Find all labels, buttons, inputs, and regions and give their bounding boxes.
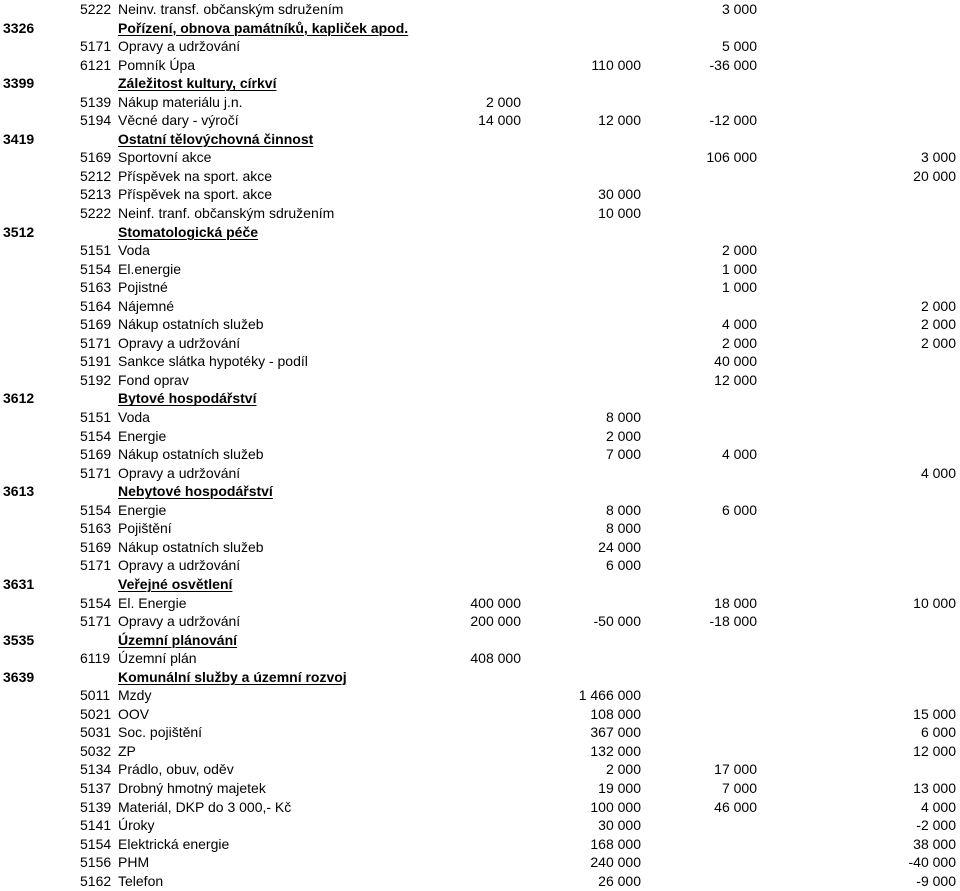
section-title: Územní plánování — [118, 631, 238, 648]
amount-c3: 2 000 — [721, 242, 757, 259]
item-label: El.energie — [118, 260, 182, 277]
item-code: 5169 — [80, 149, 112, 166]
amount-c1: 200 000 — [470, 613, 521, 630]
amount-c4: 12 000 — [913, 742, 956, 759]
amount-c3: 106 000 — [706, 149, 757, 166]
amount-c2: 100 000 — [590, 798, 641, 815]
amount-c4: 15 000 — [913, 705, 956, 722]
amount-c2: 367 000 — [590, 724, 641, 741]
section-row — [0, 130, 960, 149]
section-title: Pořízení, obnova památníků, kapliček apod. — [118, 19, 409, 36]
item-code: 5032 — [80, 742, 112, 759]
item-row — [0, 241, 960, 260]
item-row — [0, 872, 960, 891]
amount-c2: 1 466 000 — [578, 687, 641, 704]
amount-c2: 8 000 — [605, 409, 641, 426]
item-label: Energie — [118, 427, 167, 444]
item-code: 5156 — [80, 854, 112, 871]
section-code: 3512 — [3, 223, 35, 240]
section-title: Komunální služby a územní rozvoj — [118, 668, 347, 685]
item-row — [0, 538, 960, 557]
amount-c4: 2 000 — [920, 334, 956, 351]
amount-c3: -18 000 — [709, 613, 757, 630]
amount-c3: 12 000 — [714, 371, 757, 388]
item-label: Příspěvek na sport. akce — [118, 186, 273, 203]
amount-c2: 30 000 — [598, 817, 641, 834]
item-code: 5154 — [80, 835, 112, 852]
amount-c4: -2 000 — [916, 817, 956, 834]
amount-c3: 17 000 — [714, 761, 757, 778]
item-label: Opravy a udržování — [118, 557, 241, 574]
amount-c1: 408 000 — [470, 650, 521, 667]
item-row — [0, 649, 960, 668]
item-label: Soc. pojištění — [118, 724, 203, 741]
item-label: Telefon — [118, 872, 164, 889]
item-code: 5222 — [80, 1, 112, 17]
amount-c4: 4 000 — [920, 464, 956, 481]
item-row — [0, 278, 960, 297]
item-row — [0, 56, 960, 75]
item-label: El. Energie — [118, 594, 187, 611]
item-row — [0, 371, 960, 390]
section-row — [0, 74, 960, 93]
item-code: 5154 — [80, 501, 112, 518]
item-row — [0, 779, 960, 798]
item-code: 5169 — [80, 538, 112, 555]
amount-c2: 108 000 — [590, 705, 641, 722]
item-row — [0, 464, 960, 483]
amount-c2: 240 000 — [590, 854, 641, 871]
item-label: Mzdy — [118, 687, 152, 704]
amount-c3: 4 000 — [721, 446, 757, 463]
item-label: Opravy a udržování — [118, 613, 241, 630]
amount-c4: 13 000 — [913, 779, 956, 796]
item-row — [0, 798, 960, 817]
amount-c3: 46 000 — [714, 798, 757, 815]
item-code: 5141 — [80, 817, 112, 834]
item-row — [0, 167, 960, 186]
section-code: 3612 — [3, 390, 35, 407]
section-title: Ostatní tělovýchovná činnost — [118, 130, 314, 147]
item-label: Voda — [118, 242, 150, 259]
item-row — [0, 501, 960, 520]
item-label: Opravy a udržování — [118, 334, 241, 351]
section-row — [0, 482, 960, 501]
item-row — [0, 594, 960, 613]
amount-c4: -9 000 — [916, 872, 956, 889]
item-row — [0, 204, 960, 223]
amount-c3: -36 000 — [709, 56, 757, 73]
item-label: Voda — [118, 409, 150, 426]
item-row — [0, 816, 960, 835]
amount-c3: 6 000 — [721, 501, 757, 518]
item-row — [0, 427, 960, 446]
item-label: Sankce slátka hypotéky - podíl — [118, 353, 308, 370]
item-row — [0, 519, 960, 538]
item-code: 5011 — [80, 687, 111, 704]
item-label: Opravy a udržování — [118, 38, 241, 55]
item-label: Neinv. transf. občanským sdružením — [118, 1, 344, 17]
item-code: 5154 — [80, 427, 112, 444]
amount-c4: 20 000 — [913, 167, 956, 184]
amount-c4: 38 000 — [913, 835, 956, 852]
amount-c4: 2 000 — [920, 297, 956, 314]
section-title: Bytové hospodářství — [118, 390, 257, 407]
item-row — [0, 0, 960, 19]
item-label: Drobný hmotný majetek — [118, 779, 266, 796]
item-label: Územní plán — [118, 650, 197, 667]
item-label: Elektrická energie — [118, 835, 230, 852]
item-label: Energie — [118, 501, 167, 518]
item-code: 5171 — [80, 38, 112, 55]
item-label: Nákup ostatních služeb — [118, 446, 264, 463]
item-row — [0, 352, 960, 371]
item-label: Nákup materiálu j.n. — [118, 93, 243, 110]
section-row — [0, 389, 960, 408]
item-code: 5151 — [80, 409, 112, 426]
item-label: Nákup ostatních služeb — [118, 316, 264, 333]
item-row — [0, 686, 960, 705]
amount-c3: 1 000 — [721, 279, 757, 296]
item-code: 5163 — [80, 279, 112, 296]
amount-c3: -12 000 — [709, 112, 757, 129]
section-code: 3399 — [3, 75, 35, 92]
amount-c2: 30 000 — [598, 186, 641, 203]
amount-c2: 132 000 — [590, 742, 641, 759]
amount-c2: 2 000 — [605, 427, 641, 444]
section-row — [0, 668, 960, 687]
item-code: 5169 — [80, 446, 112, 463]
item-label: Prádlo, obuv, oděv — [118, 761, 234, 778]
item-row — [0, 334, 960, 353]
amount-c2: 12 000 — [598, 112, 641, 129]
amount-c3: 3 000 — [721, 1, 757, 17]
item-label: Pomník Úpa — [118, 56, 196, 73]
amount-c2: 10 000 — [598, 205, 641, 222]
amount-c3: 1 000 — [721, 260, 757, 277]
item-code: 5139 — [80, 93, 112, 110]
section-row — [0, 575, 960, 594]
amount-c4: 3 000 — [920, 149, 956, 166]
amount-c2: 8 000 — [605, 520, 641, 537]
item-code: 5212 — [80, 167, 112, 184]
amount-c3: 5 000 — [721, 38, 757, 55]
amount-c4: 10 000 — [913, 594, 956, 611]
item-code: 5164 — [80, 297, 112, 314]
amount-c2: 19 000 — [598, 779, 641, 796]
amount-c4: 2 000 — [920, 316, 956, 333]
amount-c3: 2 000 — [721, 334, 757, 351]
section-row — [0, 19, 960, 38]
item-code: 6121 — [80, 56, 112, 73]
item-row — [0, 835, 960, 854]
item-label: Nákup ostatních služeb — [118, 538, 264, 555]
item-row — [0, 260, 960, 279]
item-label: Pojistné — [118, 279, 168, 296]
item-code: 6119 — [80, 650, 111, 667]
amount-c4: 4 000 — [920, 798, 956, 815]
item-row — [0, 705, 960, 724]
section-row — [0, 631, 960, 650]
amount-c4: -40 000 — [908, 854, 956, 871]
item-label: OOV — [118, 705, 150, 722]
amount-c1: 400 000 — [470, 594, 521, 611]
item-code: 5162 — [80, 872, 112, 889]
item-code: 5163 — [80, 520, 112, 537]
item-code: 5139 — [80, 798, 112, 815]
item-code: 5134 — [80, 761, 112, 778]
item-label: Věcné dary - výročí — [118, 112, 239, 129]
amount-c1: 14 000 — [478, 112, 521, 129]
item-row — [0, 742, 960, 761]
amount-c2: -50 000 — [593, 613, 641, 630]
amount-c1: 2 000 — [485, 93, 521, 110]
item-label: Úroky — [118, 817, 155, 834]
item-code: 5213 — [80, 186, 112, 203]
item-row — [0, 723, 960, 742]
section-row — [0, 223, 960, 242]
item-label: Fond oprav — [118, 371, 189, 388]
item-label: Nájemné — [118, 297, 175, 314]
item-row — [0, 556, 960, 575]
item-row — [0, 408, 960, 427]
item-label: Příspěvek na sport. akce — [118, 167, 273, 184]
amount-c2: 24 000 — [598, 538, 641, 555]
amount-c3: 40 000 — [714, 353, 757, 370]
amount-c2: 110 000 — [591, 56, 641, 73]
amount-c2: 26 000 — [598, 872, 641, 889]
section-code: 3535 — [3, 631, 35, 648]
item-code: 5171 — [80, 464, 112, 481]
section-code: 3631 — [3, 575, 35, 592]
item-row — [0, 93, 960, 112]
item-label: Neinf. tranf. občanským sdružením — [118, 205, 335, 222]
amount-c3: 7 000 — [721, 779, 757, 796]
item-code: 5154 — [80, 260, 112, 277]
amount-c2: 6 000 — [605, 557, 641, 574]
item-code: 5222 — [80, 205, 112, 222]
item-label: Opravy a udržování — [118, 464, 241, 481]
item-code: 5191 — [80, 353, 112, 370]
item-label: Sportovní akce — [118, 149, 212, 166]
item-code: 5154 — [80, 594, 112, 611]
item-code: 5194 — [80, 112, 112, 129]
item-row — [0, 148, 960, 167]
item-row — [0, 37, 960, 56]
item-code: 5137 — [80, 779, 112, 796]
item-row — [0, 297, 960, 316]
item-code: 5169 — [80, 316, 112, 333]
amount-c2: 7 000 — [605, 446, 641, 463]
item-row — [0, 111, 960, 130]
item-code: 5171 — [80, 613, 112, 630]
section-title: Veřejné osvětlení — [118, 575, 233, 592]
amount-c2: 8 000 — [605, 501, 641, 518]
section-code: 3326 — [3, 19, 35, 36]
item-label: Materiál, DKP do 3 000,- Kč — [118, 798, 292, 815]
item-label: PHM — [118, 854, 150, 871]
item-row — [0, 185, 960, 204]
item-code: 5021 — [80, 705, 112, 722]
amount-c2: 2 000 — [605, 761, 641, 778]
amount-c3: 4 000 — [721, 316, 757, 333]
item-label: ZP — [118, 742, 136, 759]
item-code: 5192 — [80, 371, 112, 388]
section-code: 3639 — [3, 668, 35, 685]
section-title: Nebytové hospodářství — [118, 483, 273, 500]
item-row — [0, 853, 960, 872]
item-row — [0, 315, 960, 334]
amount-c4: 6 000 — [920, 724, 956, 741]
item-row — [0, 612, 960, 631]
item-code: 5171 — [80, 557, 112, 574]
item-code: 5151 — [80, 242, 112, 259]
item-row — [0, 760, 960, 779]
item-code: 5171 — [80, 334, 112, 351]
section-code: 3419 — [3, 130, 35, 147]
section-title: Stomatologická péče — [118, 223, 259, 240]
section-code: 3613 — [3, 483, 35, 500]
section-title: Záležitost kultury, církví — [118, 75, 277, 92]
item-code: 5031 — [80, 724, 112, 741]
amount-c2: 168 000 — [590, 835, 641, 852]
amount-c3: 18 000 — [714, 594, 757, 611]
item-label: Pojištění — [118, 520, 172, 537]
item-row — [0, 445, 960, 464]
